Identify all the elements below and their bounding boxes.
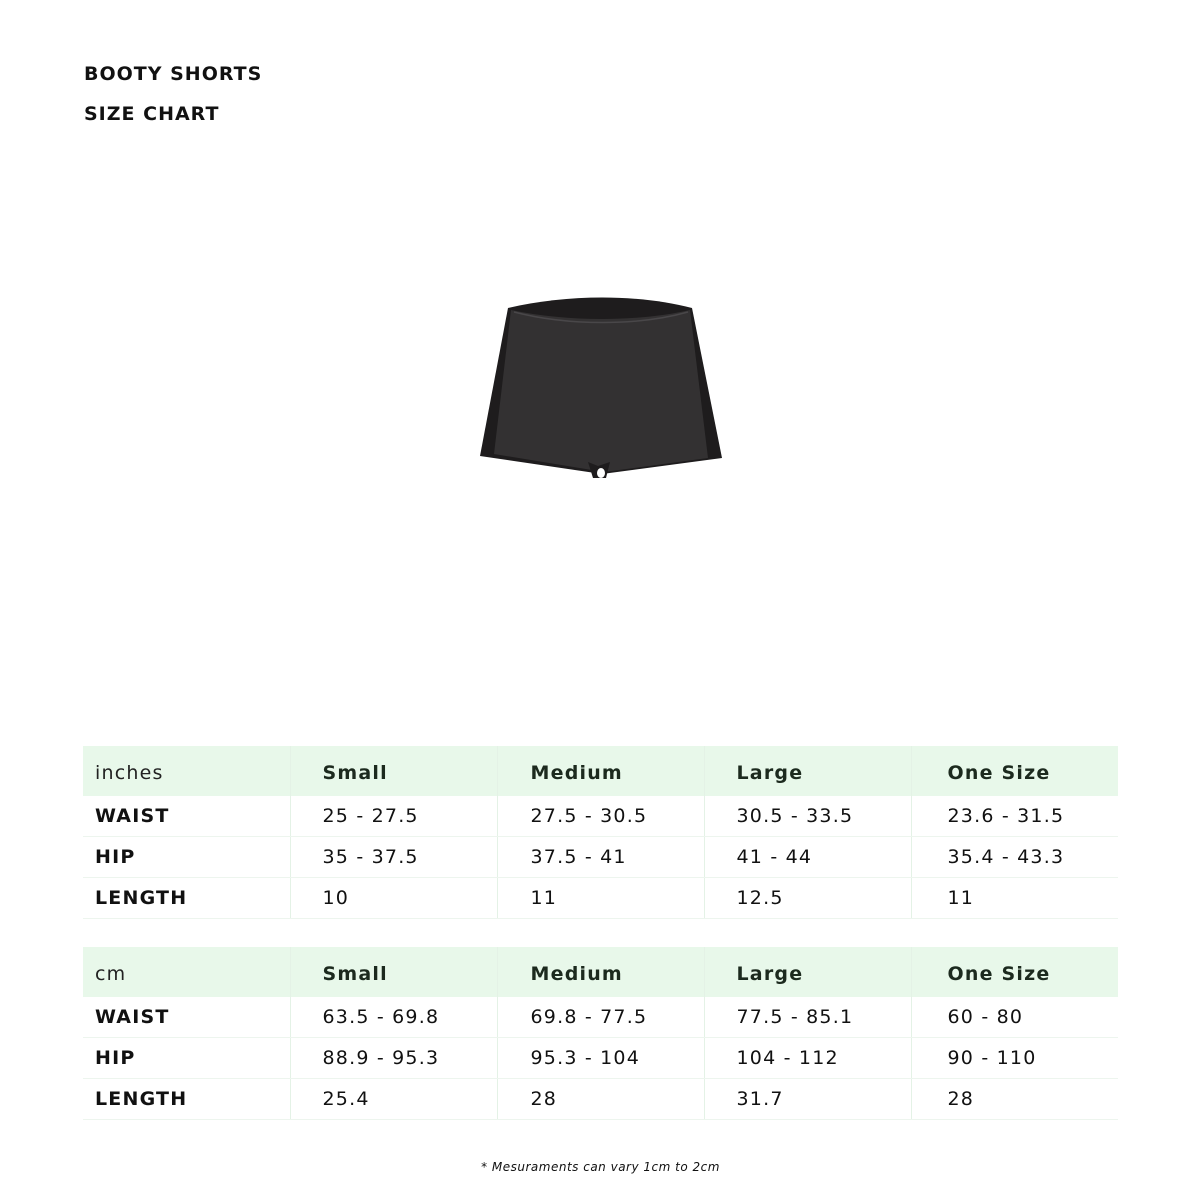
row-label: WAIST bbox=[83, 997, 290, 1038]
shorts-illustration bbox=[478, 296, 724, 480]
table-cell: 11 bbox=[497, 878, 704, 919]
table-cell: 12.5 bbox=[704, 878, 911, 919]
table-cell: 35 - 37.5 bbox=[290, 837, 497, 878]
column-header: Medium bbox=[497, 746, 704, 796]
table-cell: 25 - 27.5 bbox=[290, 796, 497, 837]
table-cell: 10 bbox=[290, 878, 497, 919]
table-row bbox=[83, 1038, 1118, 1079]
column-header: One Size bbox=[911, 746, 1118, 796]
table-row bbox=[83, 1079, 1118, 1120]
table-cell: 77.5 - 85.1 bbox=[704, 997, 911, 1038]
table-row bbox=[83, 837, 1118, 878]
table-cell: 25.4 bbox=[290, 1079, 497, 1120]
table-cell: 88.9 - 95.3 bbox=[290, 1038, 497, 1079]
product-title: BOOTY SHORTS bbox=[84, 63, 263, 85]
column-header: Medium bbox=[497, 947, 704, 997]
column-header: Large bbox=[704, 746, 911, 796]
table-cell: 11 bbox=[911, 878, 1118, 919]
column-header: Large bbox=[704, 947, 911, 997]
row-label: LENGTH bbox=[83, 1079, 290, 1120]
table-header-row bbox=[83, 746, 1118, 796]
table-row bbox=[83, 997, 1118, 1038]
table-cell: 28 bbox=[497, 1079, 704, 1120]
table-cell: 23.6 - 31.5 bbox=[911, 796, 1118, 837]
row-label: HIP bbox=[83, 837, 290, 878]
table-cell: 104 - 112 bbox=[704, 1038, 911, 1079]
table-cell: 60 - 80 bbox=[911, 997, 1118, 1038]
table-cell: 31.7 bbox=[704, 1079, 911, 1120]
table-row bbox=[83, 796, 1118, 837]
table-row bbox=[83, 878, 1118, 919]
table-cell: 69.8 - 77.5 bbox=[497, 997, 704, 1038]
table-cell: 28 bbox=[911, 1079, 1118, 1120]
column-header: One Size bbox=[911, 947, 1118, 997]
row-label: LENGTH bbox=[83, 878, 290, 919]
table-cell: 37.5 - 41 bbox=[497, 837, 704, 878]
unit-label: inches bbox=[83, 746, 290, 796]
unit-label: cm bbox=[83, 947, 290, 997]
table-cell: 63.5 - 69.8 bbox=[290, 997, 497, 1038]
column-header: Small bbox=[290, 746, 497, 796]
size-table-cm bbox=[83, 947, 1118, 1120]
column-header: Small bbox=[290, 947, 497, 997]
table-cell: 41 - 44 bbox=[704, 837, 911, 878]
table-cell: 35.4 - 43.3 bbox=[911, 837, 1118, 878]
size-chart-heading: SIZE CHART bbox=[84, 103, 220, 125]
table-cell: 30.5 - 33.5 bbox=[704, 796, 911, 837]
table-header-row bbox=[83, 947, 1118, 997]
table-cell: 90 - 110 bbox=[911, 1038, 1118, 1079]
row-label: WAIST bbox=[83, 796, 290, 837]
table-cell: 27.5 - 30.5 bbox=[497, 796, 704, 837]
table-cell: 95.3 - 104 bbox=[497, 1038, 704, 1079]
row-label: HIP bbox=[83, 1038, 290, 1079]
measurement-footnote: * Mesuraments can vary 1cm to 2cm bbox=[481, 1160, 720, 1174]
size-table-inches bbox=[83, 746, 1118, 919]
